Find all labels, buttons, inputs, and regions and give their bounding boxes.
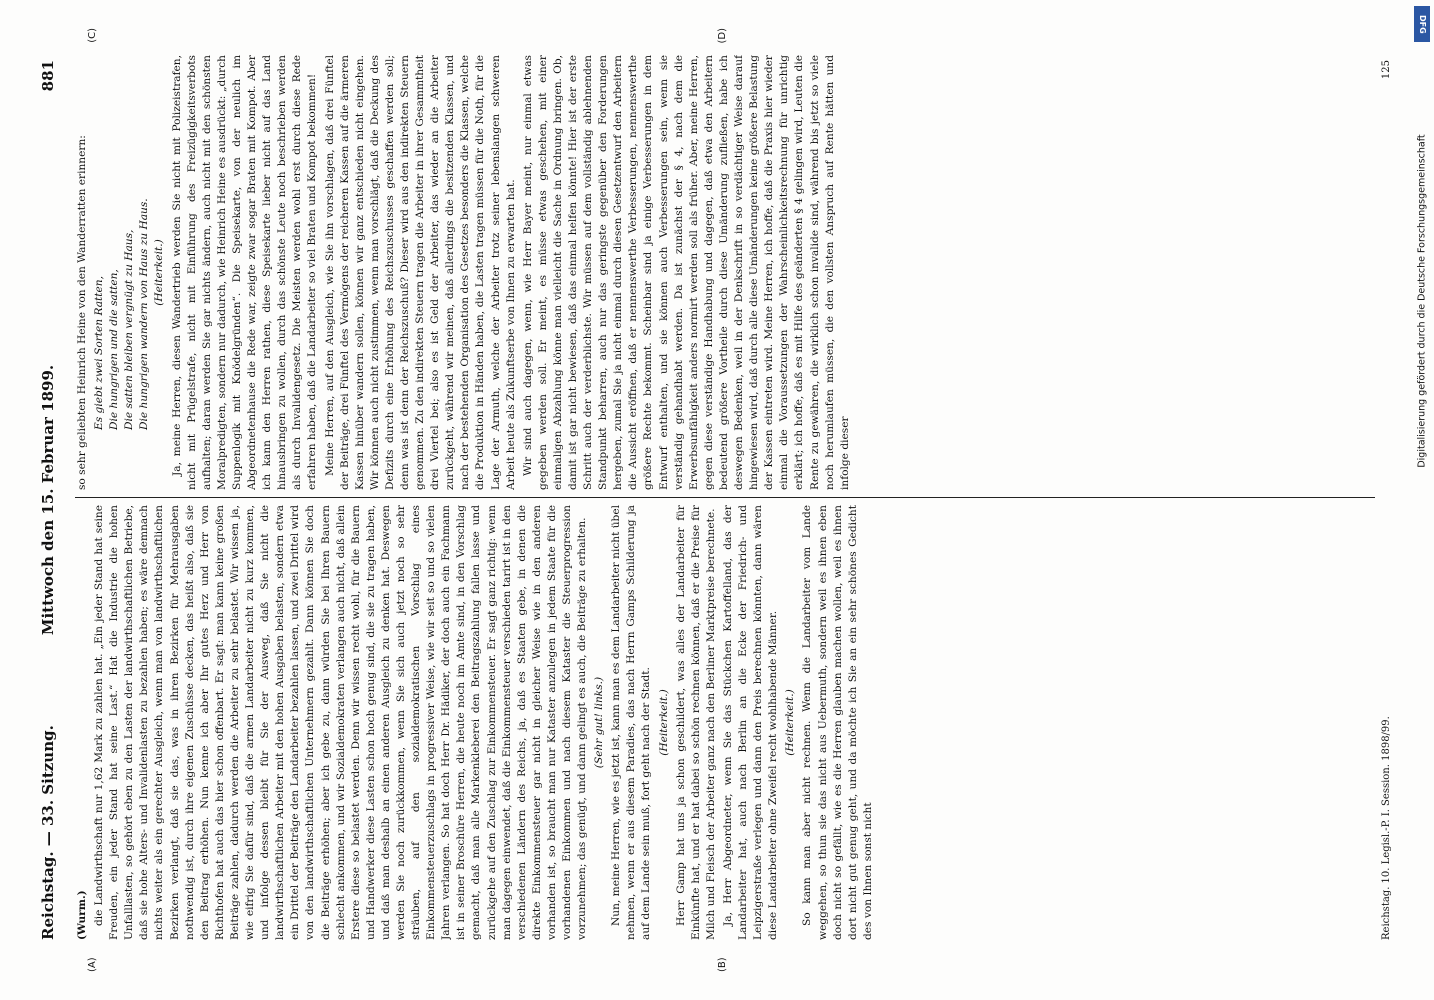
rotated-page bbox=[27, 20, 1407, 980]
verse-line: Die hungrigen und die satten, bbox=[108, 269, 121, 430]
paragraph: Wir sind auch dagegen, wenn, wie Herr Bayer meint, nur einmal etwas gegeben werden soll. Er meint, es müsse etwas geschehen, mit einer einmaligen Abzahlung könne man vielleicht die Sache in Ordnung bringen. Ob, damit ist gar nicht bewiesen, daß das einmal helfen könnte! Hier ist der erste Schritt auch der verderblichste. Wir müssen auf dem vollständig ablehnenden Standpunkt beharren, auch nur das geringste gegenüber den Forderungen hergeben, zumal Sie ja nicht einmal durch diesen Gesetzentwurf den Arbeitern die Aussicht eröffnen, daß er nennenswerthe Verbesserungen, nennenswerthe größere Rechte bekommt. Scheinbar sind ja einige Verbesserungen in dem Entwurf enthalten, und sie können auch Verbesserungen sein, wenn sie verständig gehandhabt werden. Da ist zunächst der § 4, nach dem die Erwerbsunfähigkeit anders normirt werden soll als früher. Aber, meine Herren, gegen diese verständige Handhabung und dagegen, daß etwa den Arbeitern bedeutend größere Vortheile durch diese Umänderung zufließen, habe ich deswegen Bedenken, weil in der Denkschrift in so verdächtiger Weise darauf hingewiesen wird, daß durch alle diese Umänderungen keine größere Belastung der Kassen eintreten wird. Meine Herren, ich hoffe, daß die Praxis hier wieder einmal die Voraussetzungen der Wahrscheinlichkeitsrechnung für unrichtig erklärt; ich hoffe, daß es mit Hilfe des geänderten § 4 gelingen wird, Leuten die Rente zu gewähren, die wirklich schon invalide sind, während bis jetzt so viele noch herumlaufen müssen, die den vollsten Anspruch auf Rente hätten und infolge dieser bbox=[521, 55, 851, 490]
dfg-logo-icon: DFG bbox=[1414, 6, 1430, 42]
margin-mark-c: (C) bbox=[87, 28, 98, 43]
interjection: (Heiterkeit.) bbox=[153, 239, 166, 306]
verse-line: Es giebt zwei Sorten Ratten, bbox=[93, 276, 106, 430]
interjection: (Sehr gut! links.) bbox=[593, 676, 606, 769]
verse-line: Die hungrigen wandern von Haus zu Haus. bbox=[138, 198, 151, 430]
watermark-text: Digitalisierung gefördert durch die Deutsche Forschungsgemeinschaft bbox=[1416, 134, 1428, 468]
paragraph: Meine Herren, auf den Ausgleich, wie Sie ihn vorschlagen, daß drei Fünftel der Beiträge, drei Fünftel des Vermögens der reicheren Kassen auf die ärmeren Kassen hinüber wandern sollen, können wir ganz entschieden nicht eingehen. Wir können auch nicht zustimmen, wenn man vorschlägt, daß die Deckung des Defizits durch eine Erhöhung des Reichszuschusses geschaffen werden soll; denn was ist denn der Reichszuschuß? Dieser wird aus den indirekten Steuern genommen. Zu den indirekten Steuern tragen die Arbeiter in ihrer Gesammtheit drei Viertel bei; also es ist Geld der Arbeiter, das wieder an die Arbeiter zurückgeht, während wir meinen, daß allerdings die besitzenden Klassen, und nach der bestehenden Organisation des Gesetzes besonders die Klassen, welche die Produktion in Händen haben, die Lasten tragen müssen für die Noth, für die Lage der Armuth, welche der Arbeiter trotz seiner lebenslangen schweren Arbeit heute als Zukunftserbe von Ihnen zu erwarten hat. bbox=[323, 55, 517, 490]
page-footer bbox=[1381, 60, 1399, 940]
header-date: Mittwoch den 15. Februar 1899. bbox=[39, 364, 57, 636]
interjection: (Heiterkeit.) bbox=[657, 689, 670, 756]
header-left: Reichstag. — 33. Sitzung. bbox=[39, 725, 57, 940]
interjection: (Heiterkeit.) bbox=[784, 689, 797, 756]
speaker-prefix: (Wurm.) bbox=[76, 890, 88, 940]
poem-verse bbox=[92, 55, 152, 490]
paragraph: Ja, meine Herren, diesen Wandertrieb werden Sie nicht mit Polizeistrafen, nicht mit Prügelstrafe, nicht mit Einführung des Freizügigkeitsverbots aufhalten; daran werden Sie gar nichts ändern, auch nicht mit den schönsten Moralpredigten, sondern nur dadurch, wie Heinrich Heine es ausdrückt: „durch Suppenlogik mit Knödelgründen“. Die Speisekarte, von der neulich im Abgeordnetenhause die Rede war, zeigte zwar sogar Braten mit Kompot. Aber ich kann den Herren rathen, diese Speisekarte lieber nicht auf das Land hinausbringen zu wollen, durch das schönste Leute noch beschrieben werden als durch Invalidengesetz. Die Meisten werden wohl erst durch diese Rede erfahren haben, daß die Landarbeiter so viel Braten und Kompot bekommen! bbox=[170, 55, 319, 490]
verse-line: Die satten bleiben vergnügt zu Haus, bbox=[123, 229, 136, 430]
margin-mark-d: (D) bbox=[717, 28, 728, 44]
paragraph: Ja, Herr Abgeordneter, wenn Sie das Stückchen Kartoffelland, das der Landarbeiter hat, auch nach Berlin an die Ecke der Friedrich- und Leipzigerstraße verlegen und dann den Preis berechnen könnten, dann wären diese Landarbeiter ohne Zweifel recht wohlhabende Männer. bbox=[721, 505, 780, 940]
footer-sheet-number: 125 bbox=[1381, 60, 1392, 80]
margin-mark-b: (B) bbox=[717, 957, 728, 972]
paragraph: Herr Gamp hat uns ja schon geschildert, was alles der Landarbeiter für Einkünfte hat, und er hat dabei so schön rechnen können, daß er die Preise für Milch und Fleisch der Arbeiter ganz nach den Berliner Marktpreise berechnete. bbox=[674, 505, 717, 940]
paragraph: die Landwirthschaft nur 1,62 Mark zu zahlen hat. „Ein jeder Stand hat seine Freuden, ein jeder Stand hat seine Last.“ Hat die Industrie die hohen Unfalllasten, so gehört eben zu den Lasten der landwirthschaftlichen Betriebe, daß sie hohe Alters- und Invalidenlasten zu bezahlen haben; es wäre demnach nichts weiter als ein gerechter Ausgleich, wenn man von landwirthschaftlichen Bezirken verlangt, daß sie das, was in ihren Bezirken für Mehrausgaben nothwendig ist, durch ihre eigenen Zuschüsse decken, das heißt also, daß sie den Beitrag erhöhen. Nun kenne ich aber Ihr gutes Herz und Herr von Richthofen hat auch das hier schon offenbart. Er sagt: man kann keine großen Beiträge zahlen, dadurch werden die Arbeiter zu sehr belastet. Wir wissen ja, wie eifrig Sie dafür sind, daß die armen Landarbeiter nicht zu kurz kommen, und infolge dessen bleibt für Sie der Ausweg, daß Sie nicht die landwirthschaftlichen Arbeiter mit den hohen Ausgaben belasten, sondern etwa ein Drittel der Beiträge den Landarbeiter bezahlen lassen, und zwei Drittel wird von den landwirthschaftlichen Unternehmern gezahlt. Dann können Sie doch die Beiträge erhöhen; aber ich gebe zu, dann würden Sie bei Ihren Bauern schlecht ankommen, und wir Sozialdemokraten verlangen auch nicht, daß allein Erstere diese so belastet werden. Denn wir wissen recht wohl, für die Bauern und Handwerker diese Lasten schon hoch genug sind, die sie zu tragen haben, und daß man deshalb an einen anderen Ausgleich zu denken hat. Deswegen werden Sie noch zurückkommen, wenn Sie sich auch jetzt noch so sehr sträuben, auf den sozialdemokratischen Vorschlag eines Einkommensteuerzuschlags in progressiver Weise, wie wir seit so und so vielen Jahren verlangen. So hat doch Herr Dr. Hädiker, der doch auch ein Fachmann ist in seiner Broschüre Herren, die heute noch im Amte sind, in den Vorschlag gemacht, daß man alle Markenkleberei den Beitragszahlung fallen lasse und zurückgehe auf den Zuschlag zur Einkommensteuer. Er sagt ganz richtig: wenn man dagegen einwendet, daß die Einkommensteuer verschieden tarirt ist in den verschiedenen Ländern des Reichs, ja, daß es Staaten gebe, in denen die direkte Einkommensteuer gar nicht in gleicher Weise wie in den anderen vorhanden ist, so braucht man nur Kataster anzulegen in jedem Staate für die vorhandenen Einkommen und nach diesem Kataster die Steuerprogression vorzunehmen; das genügt, und dann gelingt es auch, die Beiträge zu erhalten. bbox=[93, 505, 589, 940]
paragraph: Nun, meine Herren, wie es jetzt ist, kann man es dem Landarbeiter nicht übel nehmen, wenn er aus diesem Paradies, das nach Herrn Gamps Schilderung ja auf dem Lande sein muß, fort geht nach der Stadt. bbox=[610, 505, 653, 940]
page-header bbox=[39, 60, 65, 940]
footer-session: Reichstag. 10. Legisl.-P. I. Session. 1898/99. bbox=[1381, 716, 1392, 940]
right-column bbox=[75, 55, 1375, 490]
left-column bbox=[75, 505, 1375, 940]
page-number: 881 bbox=[39, 60, 57, 92]
digitization-watermark bbox=[1412, 6, 1432, 596]
column-divider bbox=[75, 497, 1375, 498]
margin-mark-a: (A) bbox=[87, 957, 98, 972]
paragraph: So kann man aber nicht rechnen. Wenn die Landarbeiter vom Lande weggehen, so thun sie das nicht aus Uebermuth, sondern weil es ihnen eben doch nicht so gefällt, wie es die Herren glauben machen wollen, weil es ihnen dort nicht gut genug geht, und da möchte ich Sie an ein sehr schönes Gedicht des von Ihnen sonst nicht bbox=[801, 505, 874, 940]
paragraph: so sehr geliebten Heinrich Heine von den Wanderratten erinnern: bbox=[76, 135, 88, 490]
